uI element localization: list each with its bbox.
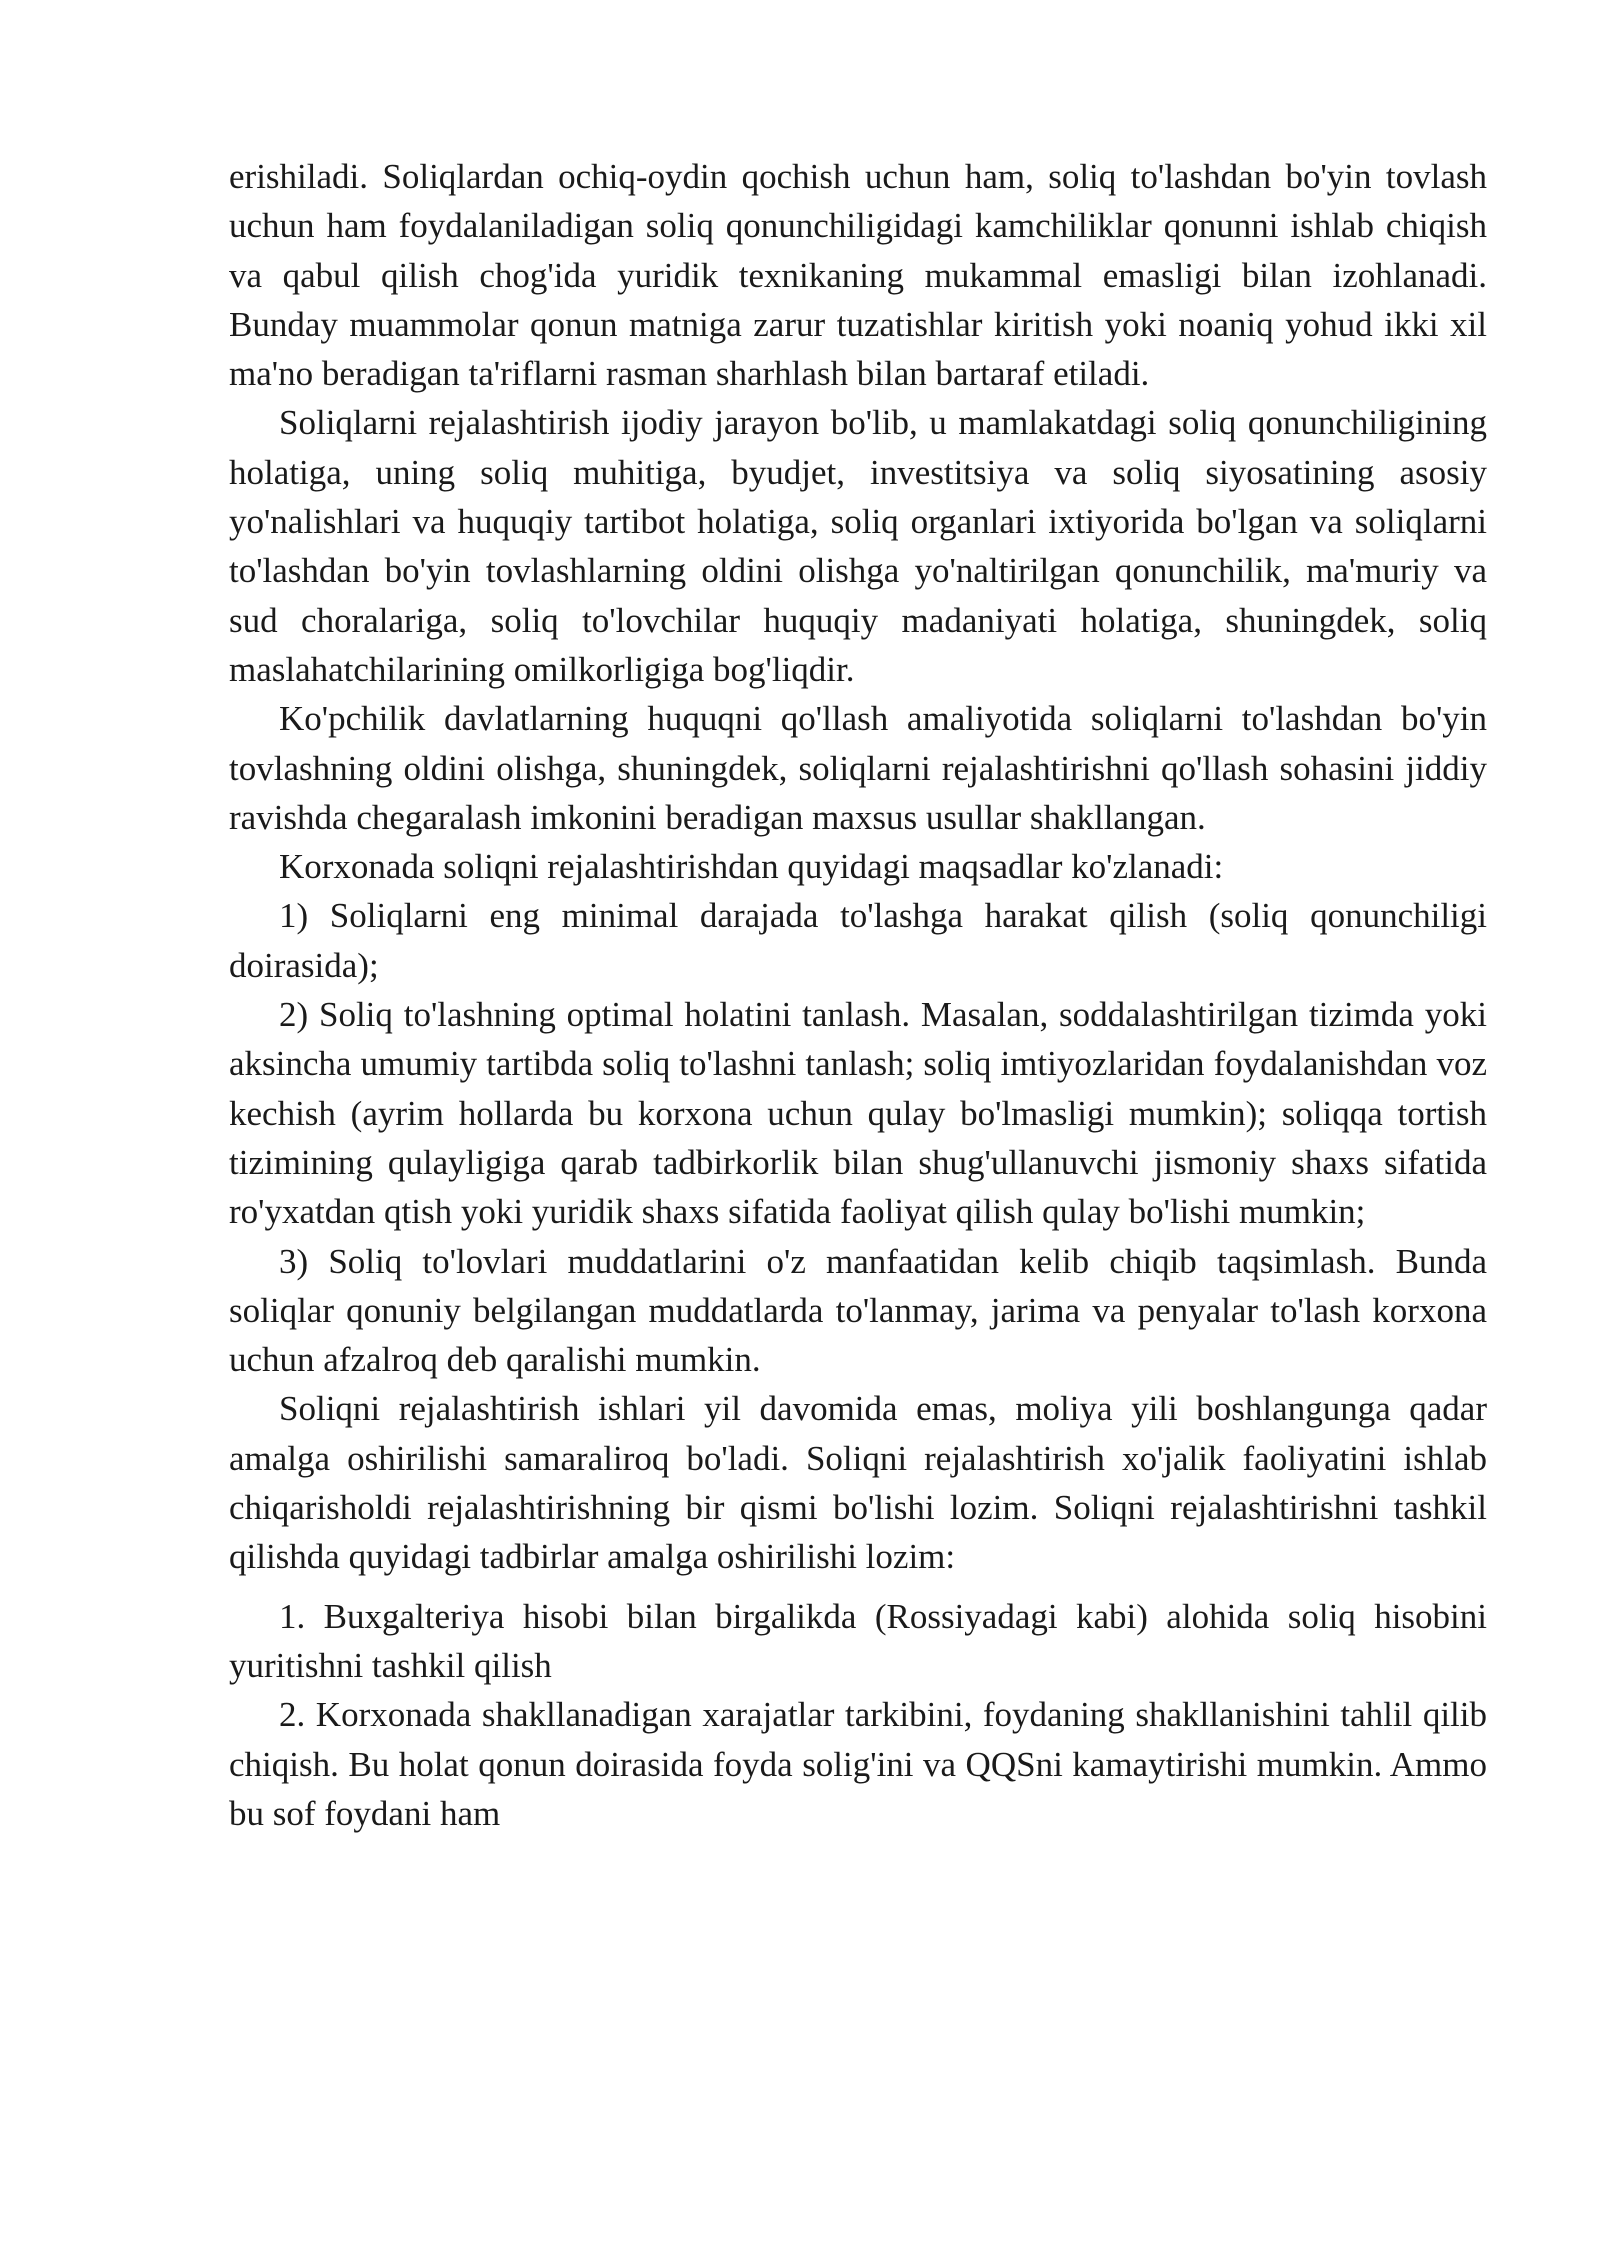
list-item-goal-2: 2) Soliq to'lashning optimal holatini tanlash. Masalan, soddalashtirilgan tizimda yoki aksincha umumiy tartibda soliq to'lashni tanlash; soliq imtiyozlaridan foydalanishdan voz kechish (ayrim hollarda bu korxona uchun qulay bo'lmasligi mumkin); soliqqa tortish tizimining qulayligiga qarab tadbirkorlik bilan shug'ullanuvchi jismoniy shaxs sifatida ro'yxatdan qtish yoki yuridik shaxs sifatida faoliyat qilish qulay bo'lishi mumkin; xyxy=(229,995,1487,1232)
paragraph-tax-planning-process: Soliqlarni rejalashtirish ijodiy jarayon bo'lib, u mamlakatdagi soliq qonunchiligining holatiga, uning soliq muhitiga, byudjet, investitsiya va soliq siyosatining asosiy yo'nalishlari va huquqiy tartibot holatiga, soliq organlari ixtiyorida bo'lgan va soliqlarni to'lashdan bo'yin tovlashlarning oldini olishga yo'naltirilgan qonunchilik, ma'muriy va sud choralariga, soliq to'lovchilar huquqiy madaniyati holatiga, shuningdek, soliq maslahatchilarining omilkorligiga bog'liqdir. xyxy=(229,403,1487,689)
list-item-measure-1: 1. Buxgalteriya hisobi bilan birgalikda (Rossiyadagi kabi) alohida soliq hisobini yuritishni tashkil qilish xyxy=(229,1596,1487,1685)
list-item-goal-3: 3) Soliq to'lovlari muddatlarini o'z manfaatidan kelib chiqib taqsimlash. Bunda soliqlar qonuniy belgilangan muddatlarda to'lanmay, jarima va penyalar to'lash korxona uchun afzalroq deb qaralishi mumkin. xyxy=(229,1241,1487,1380)
paragraph-special-methods: Ko'pchilik davlatlarning huquqni qo'llash amaliyotida soliqlarni to'lashdan bo'yin tovlashning oldini olishga, shuningdek, soliqlarni rejalashtirishni qo'llash sohasini jiddiy ravishda chegaralash imkonini beradigan maxsus usullar shakllangan. xyxy=(229,699,1487,837)
list-item-goal-1: 1) Soliqlarni eng minimal darajada to'lashga harakat qilish (soliq qonunchiligi doirasida); xyxy=(229,896,1487,985)
paragraph-planning-timing: Soliqni rejalashtirish ishlari yil davomida emas, moliya yili boshlangunga qadar amalga oshirilishi samaraliroq bo'ladi. Soliqni rejalashtirish xo'jalik faoliyatini ishlab chiqarisholdi rejalashtirishning bir qismi bo'lishi lozim. Soliqni rejalashtirishni tashkil qilishda quyidagi tadbirlar amalga oshirilishi lozim: xyxy=(229,1389,1487,1577)
paragraph-continuation: erishiladi. Soliqlardan ochiq-oydin qochish uchun ham, soliq to'lashdan bo'yin tovlash uchun ham foydalaniladigan soliq qonunchiligidagi kamchiliklar qonunni ishlab chiqish va qabul qilish chog'ida yuridik texnikaning mukammal emasligi bilan izohlanadi. Bunday muammolar qonun matniga zarur tuzatishlar kiritish yoki noaniq yohud ikki xil ma'no beradigan ta'riflarni rasman sharhlash bilan bartaraf etiladi. xyxy=(229,157,1487,394)
document-page xyxy=(229,152,1487,1838)
paragraph-goals-intro: Korxonada soliqni rejalashtirishdan quyidagi maqsadlar ko'zlanadi: xyxy=(279,847,1224,887)
list-item-measure-2: 2. Korxonada shakllanadigan xarajatlar tarkibini, foydaning shakllanishini tahlil qilib chiqish. Bu holat qonun doirasida foyda solig'ini va QQSni kamaytirishi mumkin. Ammo bu sof foydani ham xyxy=(229,1695,1487,1833)
